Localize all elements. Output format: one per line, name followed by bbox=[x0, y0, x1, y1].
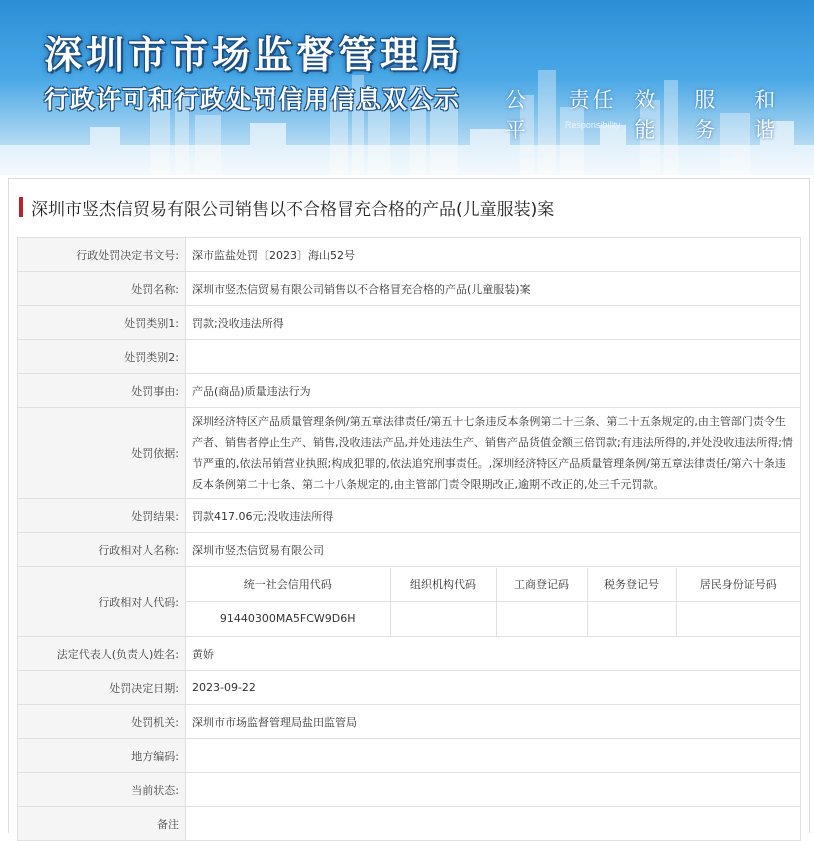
slogan-item bbox=[565, 84, 621, 160]
table-row bbox=[18, 671, 801, 705]
table-row bbox=[18, 374, 801, 408]
table-row bbox=[18, 306, 801, 340]
result-value: 罚款417.06元;没收违法所得 bbox=[186, 499, 801, 533]
field-label: 法定代表人(负责人)姓名: bbox=[18, 637, 186, 671]
business-reg-value bbox=[496, 602, 587, 636]
slogan-item bbox=[505, 84, 551, 160]
credit-code-value: 91440300MA5FCW9D6H bbox=[186, 602, 390, 636]
code-header: 统一社会信用代码 bbox=[186, 568, 390, 602]
code-value-row bbox=[186, 602, 800, 636]
basis-value: 深圳经济特区产品质量管理条例/第五章法律责任/第五十七条违反本条例第二十三条、第二十五条规定的,由主管部门责令生产者、销售者停止生产、销售,没收违法产品,并处违法生产、销售产品货值金额三倍罚款;有违法所得的,并处没收违法所得;情节严重的,依法吊销营业执照;构成犯罪的,依法追究刑事责任。,深圳经济特区产品质量管理条例/第五章法律责任/第六十条违反本条例第二十七条、第二十八条规定的,由主管部门责令限期改正,逾期不改正的,处三千元罚款。 bbox=[186, 408, 801, 499]
category2-value bbox=[186, 340, 801, 374]
content-panel bbox=[8, 178, 810, 833]
code-header: 税务登记号 bbox=[587, 568, 676, 602]
case-name-value: 深圳市竖杰信贸易有限公司销售以不合格冒充合格的产品(儿童服装)案 bbox=[186, 272, 801, 306]
field-label: 备注 bbox=[18, 807, 186, 841]
status-value bbox=[186, 773, 801, 807]
party-code-cell bbox=[186, 567, 801, 637]
slogan-zh: 责任 bbox=[568, 88, 617, 112]
slogan-item bbox=[634, 84, 680, 160]
field-label: 地方编码: bbox=[18, 739, 186, 773]
party-name-value: 深圳市竖杰信贸易有限公司 bbox=[186, 533, 801, 567]
decision-date-value: 2023-09-22 bbox=[186, 671, 801, 705]
table-row bbox=[18, 739, 801, 773]
slogan-en: Fairness bbox=[510, 150, 546, 160]
table-row bbox=[18, 567, 801, 637]
category1-value: 罚款;没收违法所得 bbox=[186, 306, 801, 340]
slogan-zh: 服务 bbox=[694, 88, 719, 142]
field-label: 处罚事由: bbox=[18, 374, 186, 408]
table-row bbox=[18, 408, 801, 499]
field-label: 处罚名称: bbox=[18, 272, 186, 306]
id-card-value bbox=[676, 602, 800, 636]
slogan-item bbox=[694, 84, 740, 160]
banner-slogans bbox=[505, 84, 814, 160]
slogan-en: Service bbox=[702, 150, 733, 160]
table-row bbox=[18, 499, 801, 533]
field-label: 行政相对人名称: bbox=[18, 533, 186, 567]
authority-value: 深圳市市场监督管理局盐田监管局 bbox=[186, 705, 801, 739]
code-header: 工商登记码 bbox=[496, 568, 587, 602]
table-row bbox=[18, 807, 801, 841]
page-title-text: 深圳市竖杰信贸易有限公司销售以不合格冒充合格的产品(儿童服装)案 bbox=[31, 199, 555, 220]
local-code-value bbox=[186, 739, 801, 773]
remarks-value bbox=[186, 807, 801, 841]
code-header: 居民身份证号码 bbox=[676, 568, 800, 602]
slogan-zh: 和谐 bbox=[754, 88, 779, 142]
table-row bbox=[18, 773, 801, 807]
tax-reg-value bbox=[587, 602, 676, 636]
field-label: 处罚结果: bbox=[18, 499, 186, 533]
table-row bbox=[18, 238, 801, 272]
field-label: 处罚类别1: bbox=[18, 306, 186, 340]
field-label: 行政处罚决定书文号: bbox=[18, 238, 186, 272]
slogan-en: Responsibility bbox=[564, 120, 621, 130]
slogan-zh: 效能 bbox=[634, 88, 659, 142]
field-label: 处罚类别2: bbox=[18, 340, 186, 374]
cause-value: 产品(商品)质量违法行为 bbox=[186, 374, 801, 408]
penalty-info-table bbox=[17, 237, 801, 841]
field-label: 处罚机关: bbox=[18, 705, 186, 739]
banner-subtitle: 行政许可和行政处罚信用信息双公示 bbox=[44, 85, 461, 114]
table-row bbox=[18, 705, 801, 739]
table-row bbox=[18, 533, 801, 567]
legal-rep-value: 黄娇 bbox=[186, 637, 801, 671]
slogan-en: Harmony bbox=[758, 150, 796, 160]
field-label: 处罚依据: bbox=[18, 408, 186, 499]
party-code-table bbox=[186, 568, 800, 636]
banner-title: 深圳市市场监督管理局 bbox=[44, 33, 465, 77]
decision-no-value: 深市监盐处罚〔2023〕海山52号 bbox=[186, 238, 801, 272]
field-label: 行政相对人代码: bbox=[18, 567, 186, 637]
slogan-zh: 公平 bbox=[505, 88, 529, 142]
header-banner bbox=[0, 0, 814, 175]
title-accent-bar bbox=[19, 197, 23, 217]
table-row bbox=[18, 637, 801, 671]
slogan-en: Efficiency bbox=[638, 150, 677, 160]
code-header: 组织机构代码 bbox=[390, 568, 496, 602]
code-header-row bbox=[186, 568, 800, 602]
slogan-item bbox=[754, 84, 800, 160]
table-row bbox=[18, 272, 801, 306]
field-label: 当前状态: bbox=[18, 773, 186, 807]
org-code-value bbox=[390, 602, 496, 636]
page-title bbox=[9, 179, 809, 235]
field-label: 处罚决定日期: bbox=[18, 671, 186, 705]
table-row bbox=[18, 340, 801, 374]
